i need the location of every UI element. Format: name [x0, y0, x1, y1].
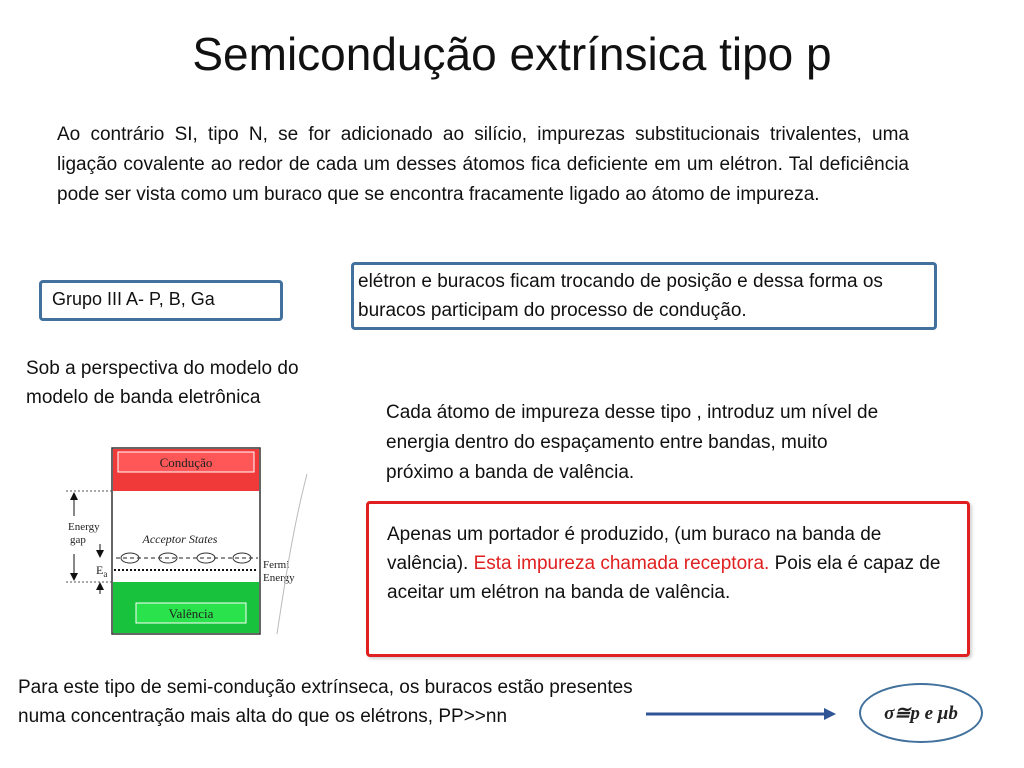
- acceptor-box: [366, 501, 970, 657]
- valence-label: Valência: [168, 606, 214, 621]
- acceptor-text-highlight: Esta impureza chamada receptora.: [473, 553, 770, 574]
- arrow-right-icon: [640, 700, 840, 730]
- perspective-text: Sob a perspectiva do modelo do modelo de banda eletrônica: [26, 358, 299, 408]
- grupo-box: Grupo III A- P, B, Ga: [39, 280, 283, 321]
- conduction-label: Condução: [159, 455, 213, 470]
- fermi-label-2: Energy: [263, 572, 295, 584]
- conductivity-formula: σ≅p e μb: [859, 683, 983, 743]
- decorative-curve: [277, 474, 307, 634]
- intro-paragraph: Ao contrário SI, tipo N, se for adicionado ao silício, impurezas substitucionais trivalentes, uma ligação covalente ao redor de cada um desses átomos fica deficiente em um elétron. Tal deficiência pode ser vista como um buraco que se encontra fracamente ligado ao átomo de impureza.: [57, 124, 909, 205]
- energy-gap-label-2: gap: [70, 534, 86, 546]
- impurity-level-text: Cada átomo de impureza desse tipo , introduz um nível de energia dentro do espaçamento entre bandas, muito próximo a banda de valência.: [386, 402, 879, 483]
- bottom-text: Para este tipo de semi-condução extrínseca, os buracos estão presentes numa concentração mais alta do que os elétrons, PP>>nn: [18, 677, 633, 727]
- exchange-box: elétron e buracos ficam trocando de posição e dessa forma os buracos participam do processo de condução.: [351, 262, 937, 330]
- ea-label: $E_a$: [96, 563, 108, 579]
- band-diagram: [62, 444, 322, 640]
- slide-title: Semicondução extrínsica tipo p: [192, 28, 832, 80]
- acceptor-states-label: Acceptor States: [142, 532, 218, 546]
- acceptor-text-1: Apenas um portador é produzido, (um buraco na banda de valência).: [387, 524, 882, 574]
- energy-gap-label-1: Energy: [68, 521, 100, 533]
- fermi-label-1: Fermi: [263, 559, 290, 571]
- acceptor-text-3: Pois ela é capaz de aceitar um elétron na banda de valência.: [387, 553, 941, 603]
